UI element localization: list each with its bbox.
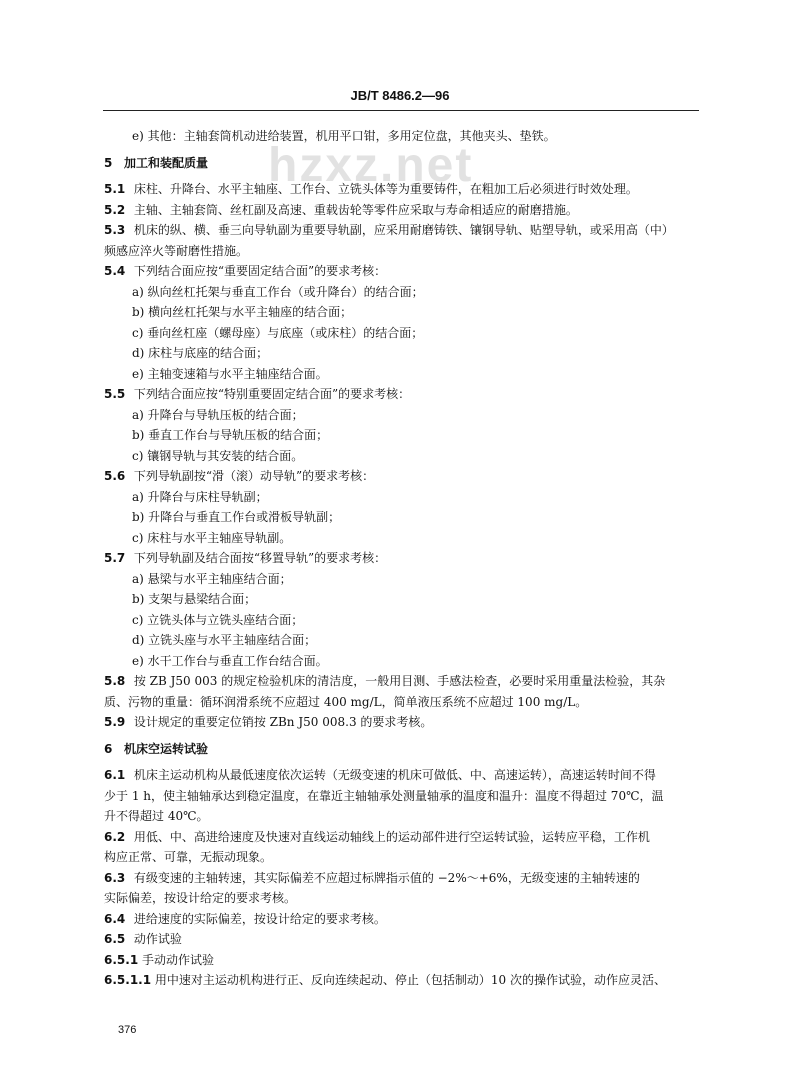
clause-number: 5.1 [104,182,126,196]
clause-continuation: 频感应淬火等耐磨性措施。 [104,243,249,258]
clause-number: 5.3 [104,223,126,237]
clause-text: 下列导轨副及结合面按“移置导轨”的要求考核： [130,551,387,565]
clause [104,909,698,930]
clause-text: 按 ZB J50 003 的规定检验机床的清洁度，一般用目测、手感法检查，必要时采用重量法检验，其杂 [130,674,666,688]
document-body [104,126,698,991]
clause [104,827,698,848]
clause-text: 床柱、升降台、水平主轴座、工作台、立铣头体等为重要铸件，在粗加工后必须进行时效处理。 [130,182,638,196]
list-item: d) 立铣头座与水平主轴座结合面； [132,633,317,647]
list-item: e) 主轴变速箱与水平主轴座结合面。 [132,366,328,381]
clause [104,466,698,487]
clause-number: 5.9 [104,715,126,729]
list-item: e) 其他：主轴套筒机动进给装置，机用平口钳，多用定位盘，其他夹头、垫铁。 [132,129,556,143]
clause-number: 5.5 [104,387,126,401]
clause [104,179,698,200]
clause [104,220,698,241]
clause-continuation: 构应正常、可靠，无振动现象。 [104,850,273,864]
clause-number: 6.2 [104,829,126,844]
clause-number: 6.5.1 [104,952,139,967]
clause-text: 有级变速的主轴转速，其实际偏差不应超过标牌指示值的 −2%～+6%，无级变速的主轴转速的 [130,870,640,885]
list-item: a) 悬梁与水平主轴座结合面； [132,571,292,586]
list-item: b) 垂直工作台与导轨压板的结合面； [132,428,329,442]
clause-continuation: 质、污物的重量：循环润滑系统不应超过 400 mg/L，简单液压系统不应超过 100 mg/L。 [104,694,588,709]
list-item: a) 纵向丝杠托架与垂直工作台（或升降台）的结合面； [132,284,424,299]
clause-number: 5.2 [104,202,126,217]
clause [104,929,698,950]
section-number: 5 [104,155,113,170]
list-item: a) 升降台与床柱导轨副； [132,489,268,504]
list-item: e) 水干工作台与垂直工作台结合面。 [132,653,328,668]
list-item: b) 横向丝杠托架与水平主轴座的结合面； [132,305,353,319]
clause-text: 设计规定的重要定位销按 ZBn J50 008.3 的要求考核。 [130,715,433,729]
list-item: b) 升降台与垂直工作台或滑板导轨副； [132,510,341,524]
clause-text: 进给速度的实际偏差，按设计给定的要求考核。 [130,911,386,926]
clause [104,712,698,733]
clause-text: 动作试验 [130,932,182,946]
clause-text: 手动动作试验 [138,952,214,967]
clause [104,765,698,786]
clause-number: 5.7 [104,551,126,565]
clause-continuation: 升不得超过 40℃。 [104,809,209,823]
clause-text: 主轴、主轴套筒、丝杠副及高速、重载齿轮等零件应采取与寿命相适应的耐磨措施。 [130,202,578,217]
section-heading [104,153,698,174]
clause-number: 6.1 [104,768,126,782]
page-number: 376 [118,1024,137,1036]
clause-text: 机床的纵、横、垂三向导轨副为重要导轨副，应采用耐磨铸铁、镶钢导轨、贴塑导轨，或采用高（中） [130,223,674,237]
clause-text: 下列结合面应按“特别重要固定结合面”的要求考核： [130,387,411,401]
clause-continuation: 实际偏差，按设计给定的要求考核。 [104,891,297,905]
clause-number: 6.5 [104,932,126,946]
clause [104,200,698,221]
list-item: c) 镶钢导轨与其安装的结合面。 [132,448,304,463]
clause [104,671,698,692]
clause-text: 下列导轨副按“滑（滚）动导轨”的要求考核： [130,469,375,483]
list-item: a) 升降台与导轨压板的结合面； [132,407,304,422]
clause-continuation: 少于 1 h，使主轴轴承达到稳定温度，在靠近主轴轴承处测量轴承的温度和温升：温度不得超过 70℃，温 [104,788,664,803]
list-item: c) 立铣头体与立铣头座结合面； [132,612,304,627]
list-item: b) 支架与悬梁结合面； [132,592,257,606]
clause [104,950,698,971]
section-number: 6 [104,741,113,756]
clause-text: 用中速对主运动机构进行正、反向连续起动、停止（包括制动）10 次的操作试验，动作应灵活、 [151,973,666,987]
clause [104,548,698,569]
list-item: c) 床柱与水平主轴座导轨副。 [132,530,292,545]
clause-text: 用低、中、高进给速度及快速对直线运动轴线上的运动部件进行空运转试验，运转应平稳，工作机 [130,829,650,844]
clause [104,384,698,405]
clause-number: 6.5.1.1 [104,973,152,987]
clause-text: 机床主运动机构从最低速度依次运转（无级变速的机床可做低、中、高速运转），高速运转时间不得 [130,768,656,782]
clause-number: 5.6 [104,469,126,483]
section-heading [104,739,698,760]
section-title: 加工和装配质量 [124,155,209,170]
clause-number: 5.4 [104,264,126,278]
clause-number: 6.4 [104,911,126,926]
list-item: c) 垂向丝杠座（螺母座）与底座（或床柱）的结合面； [132,325,424,340]
watermark: hzxz.net [268,139,474,192]
clause-number: 6.3 [104,870,126,885]
section-title: 机床空运转试验 [124,741,209,756]
clause-number: 5.8 [104,674,126,688]
page-header: JB/T 8486.2—96 [350,88,450,103]
clause [104,970,698,991]
list-item: d) 床柱与底座的结合面； [132,346,269,360]
clause-text: 下列结合面应按“重要固定结合面”的要求考核： [130,264,387,278]
clause [104,261,698,282]
header-rule [103,110,699,111]
clause [104,868,698,889]
